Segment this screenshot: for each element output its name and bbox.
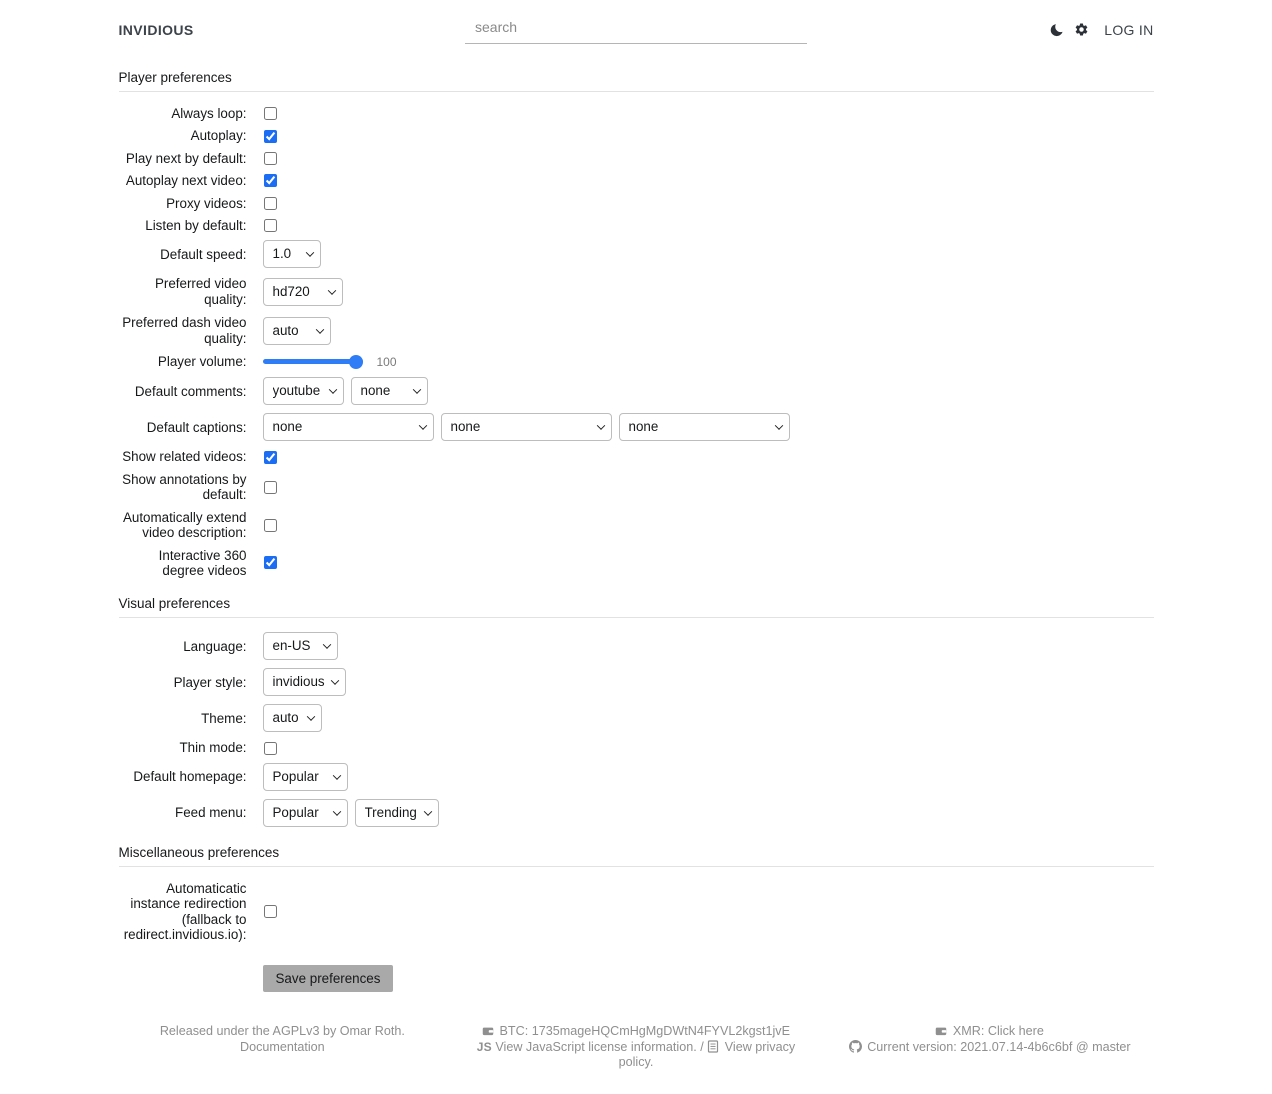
feed-menu-select-2[interactable] [355,799,439,827]
interactive-360-checkbox[interactable] [264,556,277,569]
listen-default-label: Listen by default: [145,218,247,234]
version-text: Current version: 2021.07.14-4b6c6bf @ master [867,1039,1131,1054]
feed-menu-select-1[interactable] [263,799,348,827]
js-license-link[interactable]: View JavaScript license information. [495,1039,697,1054]
pref-row-proxy-videos [119,196,1154,211]
captions-select-1-wrap [263,413,434,441]
player-style-select-wrap [263,668,346,696]
related-videos-label: Show related videos: [122,449,247,465]
pref-row-comments [119,377,1154,405]
autoplay-checkbox[interactable] [264,130,277,143]
visual-preferences-heading: Visual preferences [118,596,231,612]
play-next-checkbox[interactable] [264,152,277,165]
theme-select-wrap [263,704,322,732]
player-style-select[interactable] [263,668,346,696]
footer-middle [472,1024,800,1070]
show-related-videos-checkbox[interactable] [264,451,277,464]
default-captions-label: Default captions: [146,419,247,435]
feed-menu-select-2-wrap [355,799,439,827]
section-divider [119,866,1154,867]
thin-mode-checkbox[interactable] [264,742,277,755]
preferred-video-quality-select[interactable] [263,278,343,306]
pref-row-autoplay-next [119,173,1154,188]
pref-row-annotations [119,472,1154,503]
captions-select-3-wrap [619,413,790,441]
license-text: Released under the AGPLv3 by Omar Roth. [159,1024,405,1039]
github-icon [849,1040,862,1053]
autoplay-label: Autoplay: [190,128,247,144]
section-divider [119,91,1154,92]
play-next-label: Play next by default: [125,150,247,166]
always-loop-label: Always loop: [171,106,247,121]
feed-menu-select-1-wrap [263,799,348,827]
video-quality-label: Preferred video quality: [154,276,247,307]
pref-row-autoplay [119,128,1154,143]
footer-left [119,1024,447,1070]
privacy-policy-link[interactable]: View privacy policy. [618,1039,796,1070]
theme-select[interactable] [263,704,322,732]
listen-by-default-checkbox[interactable] [264,219,277,232]
auto-redirect-checkbox[interactable] [264,905,277,918]
default-homepage-select[interactable] [263,763,348,791]
pref-row-default-speed [119,240,1154,268]
pref-row-360 [119,548,1154,579]
default-captions-select-1[interactable] [263,413,434,441]
brand-logo[interactable]: INVIDIOUS [118,21,194,38]
pref-row-thin-mode [119,740,1154,755]
extend-description-label: Automatically extend video description: [122,509,247,541]
pref-row-extend-desc [119,510,1154,541]
proxy-videos-label: Proxy videos: [166,195,247,211]
document-icon [707,1040,719,1053]
search-container [465,15,807,44]
save-preferences-button[interactable]: Save preferences [263,965,394,992]
captions-select-2-wrap [441,413,612,441]
default-speed-select[interactable] [263,240,321,268]
pref-row-auto-redirect [119,881,1154,943]
pref-row-related [119,449,1154,464]
default-comments-label: Default comments: [134,383,247,399]
autoplay-next-video-checkbox[interactable] [264,174,277,187]
javascript-icon: JS [476,1039,492,1054]
feed-menu-label: Feed menu: [175,805,247,821]
player-style-label: Player style: [173,674,247,690]
pref-row-play-next [119,151,1154,166]
autoplay-next-label: Autoplay next video: [125,173,247,189]
player-volume-slider[interactable] [263,359,363,364]
annotations-label: Show annotations by default: [122,471,247,503]
proxy-videos-checkbox[interactable] [264,197,277,210]
pref-row-captions [119,413,1154,441]
auto-redirect-label: Automaticatic instance redirection (fallback to redirect.invidious.io): [123,880,247,942]
pref-row-feed-menu [119,799,1154,827]
comments-select-1-wrap [263,377,344,405]
default-speed-label: Default speed: [160,246,247,262]
language-select-wrap [263,632,338,660]
comments-select-2-wrap [351,377,428,405]
xmr-link[interactable]: Click here [987,1024,1044,1039]
always-loop-checkbox[interactable] [264,107,277,120]
dash-quality-label: Preferred dash video quality: [122,315,247,346]
xmr-label: XMR: [952,1024,985,1039]
search-input[interactable] [465,15,807,44]
video-quality-select-wrap [263,278,343,306]
top-navbar [119,0,1154,52]
default-captions-select-2[interactable] [441,413,612,441]
footer-right [826,1024,1154,1070]
section-divider [119,617,1154,618]
default-comments-select-2[interactable] [351,377,428,405]
interactive-360-label: Interactive 360 degree videos [158,547,247,578]
btc-address: BTC: 1735mageHQCmHgMgDWtN4FYVL2kgst1jvE [499,1024,790,1039]
pref-row-dash-quality [119,315,1154,346]
pref-row-player-style [119,668,1154,696]
dark-mode-toggle[interactable] [1050,22,1065,37]
preferred-dash-quality-select[interactable] [263,317,331,345]
language-label: Language: [183,638,247,654]
theme-label: Theme: [201,710,247,726]
default-captions-select-3[interactable] [619,413,790,441]
pref-row-homepage [119,763,1154,791]
show-annotations-checkbox[interactable] [264,481,277,494]
default-speed-select-wrap [263,240,321,268]
language-select[interactable] [263,632,338,660]
gear-icon [1074,22,1089,37]
pref-row-language [119,632,1154,660]
player-volume-value: 100 [376,354,397,369]
thin-mode-label: Thin mode: [179,740,247,756]
documentation-link[interactable]: Documentation [239,1039,325,1054]
wallet-icon [482,1025,494,1037]
footer [119,1024,1154,1094]
topbar-right [807,22,1154,38]
extend-description-checkbox[interactable] [264,519,277,532]
homepage-select-wrap [263,763,348,791]
player-preferences-heading: Player preferences [118,70,232,85]
pref-row-always-loop [119,106,1154,121]
pref-row-theme [119,704,1154,732]
wallet-icon [935,1025,947,1037]
pref-row-video-quality [119,276,1154,307]
pref-row-listen-default [119,218,1154,233]
dash-quality-select-wrap [263,317,331,345]
player-volume-label: Player volume: [157,354,247,370]
default-homepage-label: Default homepage: [133,769,247,785]
login-link[interactable]: LOG IN [1104,21,1154,38]
default-comments-select-1[interactable] [263,377,344,405]
pref-row-volume [119,354,1154,369]
preferences-button[interactable] [1074,22,1089,37]
misc-preferences-heading: Miscellaneous preferences [118,844,280,860]
moon-icon [1050,22,1065,37]
page-container [119,0,1154,1094]
footer-separator: / [700,1039,704,1054]
